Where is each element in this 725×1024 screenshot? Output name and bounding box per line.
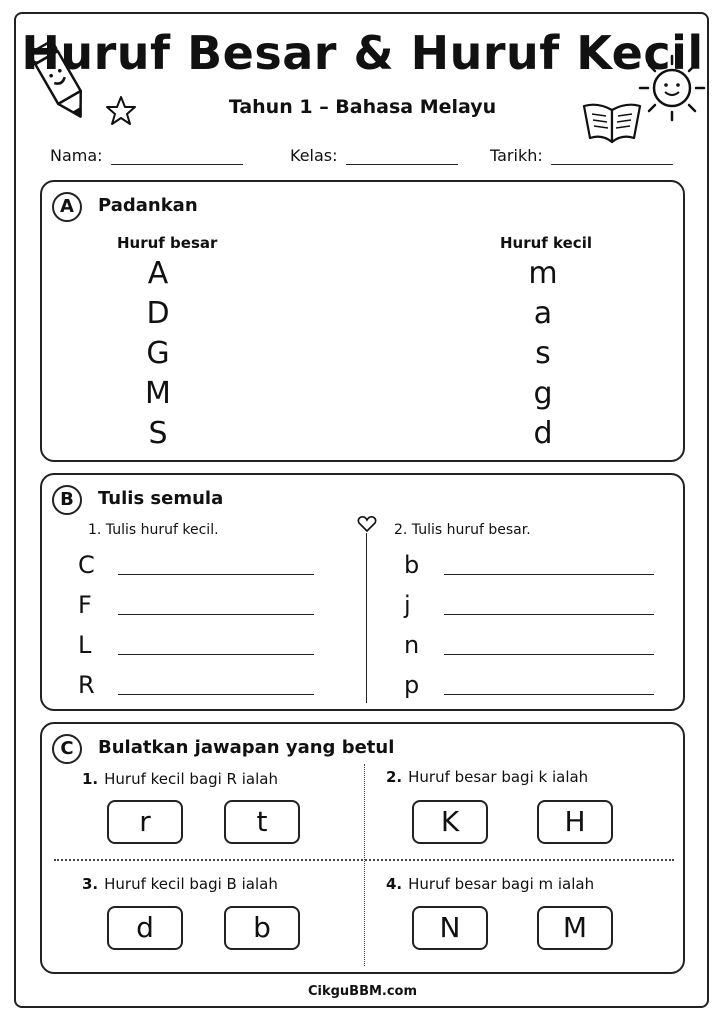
answer-line[interactable] bbox=[118, 654, 314, 655]
rewrite-letter: p bbox=[404, 671, 420, 699]
rewrite-letter: R bbox=[78, 671, 95, 699]
rewrite-letter: b bbox=[404, 551, 420, 579]
section-b-badge: B bbox=[52, 485, 82, 515]
date-label: Tarikh: bbox=[490, 146, 543, 165]
section-b-instruction-left: 1. Tulis huruf kecil. bbox=[88, 522, 219, 538]
answer-line[interactable] bbox=[118, 694, 314, 695]
question-number: 3. bbox=[82, 875, 99, 893]
section-c bbox=[40, 722, 685, 974]
match-uppercase-letter[interactable]: S bbox=[148, 416, 168, 451]
section-b-title: Tulis semula bbox=[98, 488, 224, 509]
question-text: Huruf kecil bagi R ialah bbox=[104, 770, 278, 788]
answer-option[interactable]: b bbox=[224, 906, 300, 950]
question-text: Huruf besar bagi k ialah bbox=[408, 768, 589, 786]
section-c-badge: C bbox=[52, 734, 82, 764]
lowercase-header: Huruf kecil bbox=[500, 234, 592, 252]
question-3 bbox=[82, 875, 278, 893]
page-subtitle: Tahun 1 – Bahasa Melayu bbox=[228, 96, 497, 118]
question-4 bbox=[386, 875, 594, 893]
rewrite-letter: C bbox=[78, 551, 95, 579]
answer-line[interactable] bbox=[118, 614, 314, 615]
question-2 bbox=[386, 768, 588, 786]
match-lowercase-letter[interactable]: g bbox=[533, 376, 553, 411]
class-field[interactable] bbox=[290, 146, 458, 165]
uppercase-header: Huruf besar bbox=[117, 234, 218, 252]
name-label: Nama: bbox=[50, 146, 103, 165]
name-line[interactable] bbox=[111, 150, 243, 165]
match-lowercase-letter[interactable]: m bbox=[528, 256, 558, 291]
answer-line[interactable] bbox=[444, 574, 654, 575]
section-a bbox=[40, 180, 685, 462]
rewrite-letter: F bbox=[78, 591, 92, 619]
section-b bbox=[40, 473, 685, 711]
question-number: 4. bbox=[386, 875, 403, 893]
question-number: 2. bbox=[386, 768, 403, 786]
answer-option[interactable]: K bbox=[412, 800, 488, 844]
section-c-title: Bulatkan jawapan yang betul bbox=[98, 737, 395, 758]
date-line[interactable] bbox=[551, 150, 673, 165]
answer-line[interactable] bbox=[444, 694, 654, 695]
answer-option[interactable]: r bbox=[107, 800, 183, 844]
name-field[interactable] bbox=[50, 146, 243, 165]
question-number: 1. bbox=[82, 770, 99, 788]
answer-option[interactable]: H bbox=[537, 800, 613, 844]
answer-line[interactable] bbox=[444, 614, 654, 615]
section-a-title: Padankan bbox=[98, 195, 198, 216]
rewrite-letter: L bbox=[78, 631, 92, 659]
match-lowercase-letter[interactable]: a bbox=[533, 296, 553, 331]
answer-option[interactable]: d bbox=[107, 906, 183, 950]
footer-credit: CikguBBM.com bbox=[307, 984, 418, 999]
section-b-instruction-right: 2. Tulis huruf besar. bbox=[394, 522, 531, 538]
answer-option[interactable]: t bbox=[224, 800, 300, 844]
match-uppercase-letter[interactable]: A bbox=[147, 256, 169, 291]
vertical-divider bbox=[364, 764, 365, 966]
class-label: Kelas: bbox=[290, 146, 338, 165]
rewrite-letter: n bbox=[404, 631, 420, 659]
divider-line bbox=[366, 533, 367, 703]
date-field[interactable] bbox=[490, 146, 673, 165]
answer-line[interactable] bbox=[444, 654, 654, 655]
match-lowercase-letter[interactable]: d bbox=[533, 416, 553, 451]
match-uppercase-letter[interactable]: M bbox=[145, 376, 171, 411]
match-lowercase-letter[interactable]: s bbox=[535, 336, 551, 371]
question-text: Huruf kecil bagi B ialah bbox=[104, 875, 278, 893]
answer-line[interactable] bbox=[118, 574, 314, 575]
answer-option[interactable]: N bbox=[412, 906, 488, 950]
horizontal-divider bbox=[54, 859, 674, 861]
rewrite-letter: j bbox=[404, 591, 411, 619]
question-text: Huruf besar bagi m ialah bbox=[408, 875, 595, 893]
match-uppercase-letter[interactable]: D bbox=[146, 296, 170, 331]
section-a-badge: A bbox=[52, 192, 82, 222]
answer-option[interactable]: M bbox=[537, 906, 613, 950]
heart-icon bbox=[357, 515, 377, 533]
question-1 bbox=[82, 770, 278, 788]
match-uppercase-letter[interactable]: G bbox=[146, 336, 170, 371]
page-title: Huruf Besar & Huruf Kecil bbox=[21, 26, 704, 80]
class-line[interactable] bbox=[346, 150, 458, 165]
